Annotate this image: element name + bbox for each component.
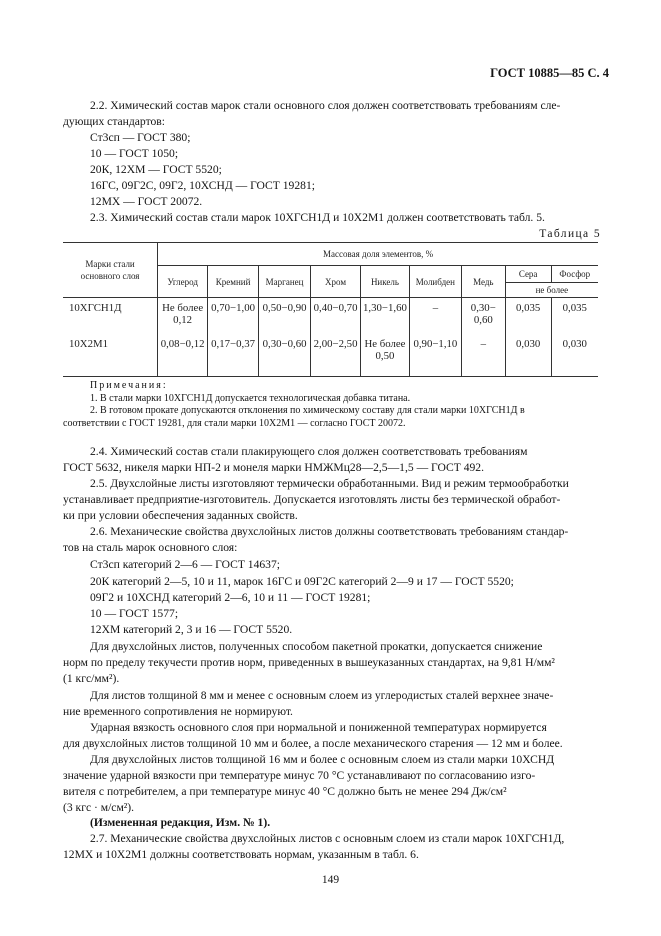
value-cell: 0,17−0,37	[208, 336, 259, 377]
value-cell: Не более 0,50	[361, 336, 410, 377]
p26-line1: 2.6. Механические свойства двухслойных листов должны соответствовать требованиям стандар-	[90, 525, 569, 538]
table-caption: Таблица 5	[539, 228, 601, 240]
pA-line3: (1 кгс/мм²).	[63, 672, 120, 685]
p26-item: 20К категорий 2—5, 10 и 11, марок 16ГС и 09Г2С категорий 2—9 и 17 — ГОСТ 5520;	[90, 575, 514, 588]
p24-line1: 2.4. Химический состав стали плакирующего слоя должен соответствовать требованиям	[90, 445, 528, 458]
col-header: Углерод	[158, 266, 208, 298]
p22-item: 12МХ — ГОСТ 20072.	[90, 195, 203, 208]
pC-line1: Ударная вязкость основного слоя при нормальной и пониженной температурах нормируется	[90, 721, 547, 734]
value-cell: 2,00−2,50	[311, 336, 361, 377]
table-row	[63, 336, 598, 377]
col-header: Никель	[361, 266, 410, 298]
col-grade-header: Марки стали основного слоя	[63, 243, 158, 298]
p26-item: 12ХМ категорий 2, 3 и 16 — ГОСТ 5520.	[90, 623, 293, 636]
col-header: Фосфор	[551, 266, 598, 283]
p25-line2: устанавливает предприятие-изготовитель. Допускается изготовлять листы без термической обработ-	[63, 493, 561, 506]
pA-line2: норм по пределу текучести против норм, приведенных в вышеуказанных стандартах, на 9,81 Н/мм²	[63, 656, 555, 669]
value-cell: 0,30− 0,60	[461, 298, 505, 337]
grade-cell: 10Х2М1	[63, 336, 158, 377]
p25-line1: 2.5. Двухслойные листы изготовляют термически обработанными. Вид и режим термообработки	[90, 477, 569, 490]
page-number: 149	[321, 874, 340, 886]
value-cell: 0,035	[551, 298, 598, 337]
pA-line1: Для двухслойных листов, полученных способом пакетной прокатки, допускается снижение	[90, 640, 543, 653]
table-row	[63, 298, 598, 337]
col-header: Медь	[461, 266, 505, 298]
notes-title: Примечания:	[90, 380, 168, 391]
p25-line3: ки при условии обеспечения заданных свойств.	[63, 509, 298, 522]
col-header: Марганец	[259, 266, 311, 298]
pD-line4: (3 кгс · м/см²).	[63, 801, 135, 814]
edit-note: (Измененная редакция, Изм. № 1).	[90, 816, 271, 829]
table-notes	[63, 380, 525, 430]
pD-line1: Для двухслойных листов толщиной 16 мм и более с основным слоем из стали марки 10ХСНД	[90, 753, 555, 766]
p27-line2: 12МХ и 10Х2М1 должны соответствовать нормам, указанным в табл. 6.	[63, 848, 419, 861]
col-header: Кремний	[208, 266, 259, 298]
value-cell: –	[461, 336, 505, 377]
pD-line3: вителя с потребителем, а при температуре минус 40 °С должно быть не менее 294 Дж/см²	[63, 785, 507, 798]
p26-item: Ст3сп категорий 2—6 — ГОСТ 14637;	[90, 558, 280, 571]
note-2-cont: соответствии с ГОСТ 19281, для стали марки 10Х2М1 — согласно ГОСТ 20072.	[63, 417, 406, 429]
pD-line2: значение ударной вязкости при температуре минус 70 °С устанавливают по согласованию изго-	[63, 769, 536, 782]
p22-item: 20К, 12ХМ — ГОСТ 5520;	[90, 163, 222, 176]
pB-line1: Для листов толщиной 8 мм и менее с основным слоем из углеродистых сталей верхнее значе-	[90, 689, 554, 702]
value-cell: 0,90−1,10	[409, 336, 461, 377]
p22-item: 16ГС, 09Г2С, 09Г2, 10ХСНД — ГОСТ 19281;	[90, 179, 315, 192]
value-cell: Не более 0,12	[158, 298, 208, 337]
p27-line1: 2.7. Механические свойства двухслойных листов с основным слоем из стали марок 10ХГСН1Д,	[90, 832, 565, 845]
p22-line2: дующих стандартов:	[63, 115, 165, 128]
value-cell: 0,70−1,00	[208, 298, 259, 337]
pB-line2: ние временного сопротивления не нормируют.	[63, 705, 293, 718]
value-cell: 0,030	[505, 336, 551, 377]
group-header: Массовая доля элементов, %	[158, 243, 598, 266]
p26-item: 10 — ГОСТ 1577;	[90, 607, 179, 620]
pC-line2: для двухслойных листов толщиной 10 мм и более, а после механического старения — 12 мм и более.	[63, 737, 563, 750]
value-cell: 0,30−0,60	[259, 336, 311, 377]
p24-line2: ГОСТ 5632, никеля марки НП-2 и монеля марки НМЖМц28—2,5—1,5 — ГОСТ 492.	[63, 461, 484, 474]
note-2: 2. В готовом прокате допускаются отклонения по химическому составу для стали марки 10ХГСН1Д в	[90, 405, 525, 416]
value-cell: 0,08−0,12	[158, 336, 208, 377]
value-cell: 0,50−0,90	[259, 298, 311, 337]
value-cell: 0,40−0,70	[311, 298, 361, 337]
page-header: ГОСТ 10885—85 С. 4	[490, 66, 609, 80]
col-header: Молибден	[409, 266, 461, 298]
p22-line1: 2.2. Химический состав марок стали основного слоя должен соответствовать требованиям сле-	[90, 99, 561, 112]
p22-item: Ст3сп — ГОСТ 380;	[90, 131, 191, 144]
value-cell: 0,035	[505, 298, 551, 337]
note-1: 1. В стали марки 10ХГСН1Д допускается технологическая добавка титана.	[90, 392, 411, 404]
sp-note: не более	[505, 283, 598, 298]
p22-item: 10 — ГОСТ 1050;	[90, 147, 179, 160]
value-cell: 1,30−1,60	[361, 298, 410, 337]
chemical-composition-table	[63, 242, 598, 377]
col-header: Сера	[505, 266, 551, 283]
value-cell: 0,030	[551, 336, 598, 377]
p26-item: 09Г2 и 10ХСНД категорий 2—6, 10 и 11 — ГОСТ 19281;	[90, 591, 371, 604]
p26-line2: тов на сталь марок основного слоя:	[63, 541, 238, 554]
col-header: Хром	[311, 266, 361, 298]
p23-paragraph: 2.3. Химический состав стали марок 10ХГСН1Д и 10Х2М1 должен соответствовать табл. 5.	[90, 211, 545, 224]
value-cell: –	[409, 298, 461, 337]
grade-cell: 10ХГСН1Д	[69, 302, 122, 314]
